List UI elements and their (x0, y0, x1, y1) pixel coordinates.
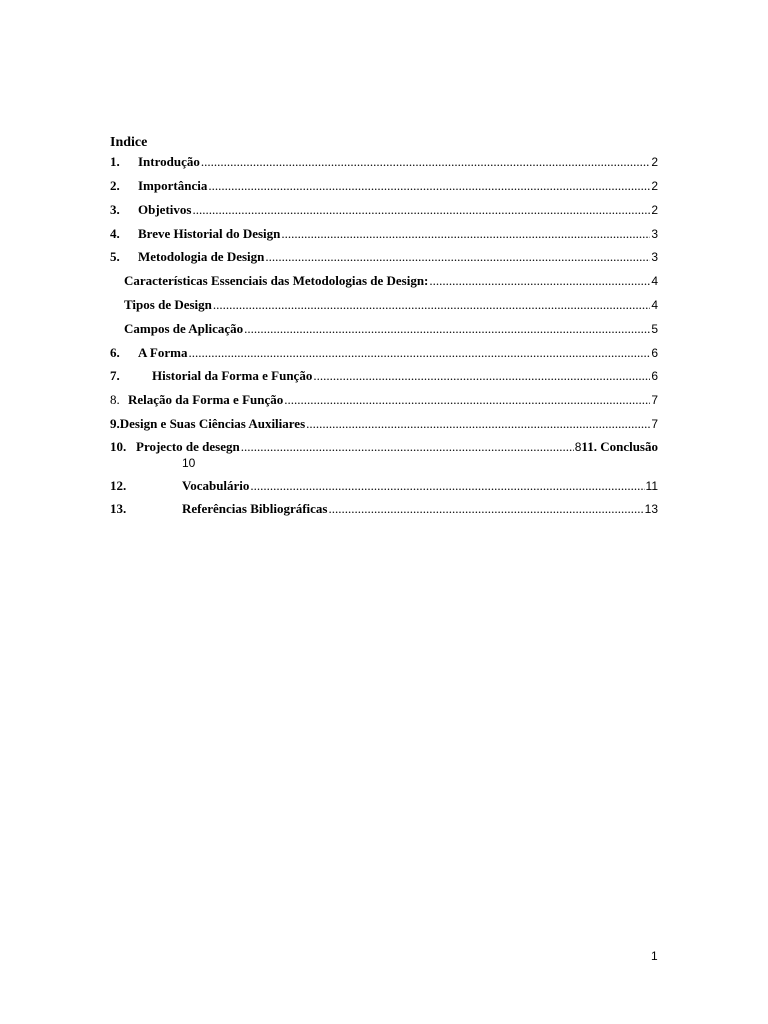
toc-entry[interactable] (110, 202, 658, 218)
toc-entry[interactable] (110, 368, 658, 384)
dot-leader (250, 478, 644, 494)
dot-leader (188, 345, 650, 361)
page-number: 1 (651, 949, 658, 963)
toc-entry-number: 7. (110, 368, 120, 383)
toc-entry-label: Características Essenciais das Metodologias de Design: (124, 273, 429, 288)
toc-entry-page: 2 (651, 179, 658, 193)
toc-entry-number: 5. (110, 249, 120, 264)
toc-entry-label: Importância (138, 178, 208, 193)
dot-leader (329, 501, 644, 517)
toc-entry-number: 2. (110, 178, 120, 193)
dot-leader (313, 368, 650, 384)
toc-entry[interactable] (110, 392, 658, 408)
dot-leader (281, 226, 650, 242)
toc-entry-number: 3. (110, 202, 120, 217)
toc-subentry[interactable] (124, 297, 658, 313)
toc-entry[interactable] (110, 226, 658, 242)
toc-entry-number: 1. (110, 154, 120, 169)
toc-entry-label: Objetivos (138, 202, 192, 217)
toc-entry-number: 9. (110, 416, 120, 431)
toc-entry-label: Relação da Forma e Função (128, 392, 284, 407)
toc-entry-page: 3 (651, 250, 658, 264)
toc-entry-number: 12. (110, 478, 127, 493)
dot-leader (429, 273, 650, 289)
toc-entry[interactable] (110, 345, 658, 361)
toc-entry-label: Introdução (138, 154, 200, 169)
toc-wrapped-page: 10 (182, 456, 196, 470)
toc-entry-page: 4 (651, 298, 658, 312)
toc-entry-label: Projecto de desegn (136, 439, 240, 454)
dot-leader (192, 202, 650, 218)
toc-entry-page: 6 (651, 369, 658, 383)
toc-entry[interactable] (110, 416, 658, 432)
toc-entry-page: 7 (651, 393, 658, 407)
toc-entry-label: Breve Historial do Design (138, 226, 281, 241)
dot-leader (244, 321, 650, 337)
toc-entry-page: 8 (574, 440, 582, 454)
toc-entry-label: Campos de Aplicação (124, 321, 244, 336)
toc-entry[interactable] (110, 178, 658, 194)
dot-leader (201, 154, 650, 170)
toc-entry-label: A Forma (138, 345, 188, 360)
toc-entry-page: 4 (651, 274, 658, 288)
toc-entry-page: 2 (651, 203, 658, 217)
toc-entry[interactable] (110, 249, 658, 265)
toc-entry-page: 2 (651, 155, 658, 169)
toc-entry-label: Design e Suas Ciências Auxiliares (119, 416, 306, 431)
toc-entry-tail: 11. Conclusão (581, 439, 658, 454)
toc-entry-number: 8. (110, 392, 120, 407)
toc-entry-page: 11 (645, 479, 658, 493)
toc-entry-label: Metodologia de Design (138, 249, 265, 264)
toc-entry-page: 6 (651, 346, 658, 360)
toc-entry-page: 13 (644, 502, 658, 516)
toc-entry-number: 13. (110, 501, 127, 516)
toc-entry[interactable] (110, 501, 658, 517)
dot-leader (208, 178, 650, 194)
toc-entry-page: 5 (651, 322, 658, 336)
dot-leader (213, 297, 650, 313)
toc-entry-number: 10. (110, 439, 127, 454)
toc-entry-number: 4. (110, 226, 120, 241)
toc-entry-page: 7 (651, 417, 658, 431)
toc-entry-number: 6. (110, 345, 120, 360)
toc-entry-page: 3 (651, 227, 658, 241)
toc-subentry[interactable] (124, 273, 658, 289)
dot-leader (241, 439, 574, 455)
dot-leader (284, 392, 650, 408)
dot-leader (306, 416, 650, 432)
toc-entry[interactable] (110, 439, 658, 455)
toc-entry-label: Vocabulário (182, 478, 250, 493)
toc-entry[interactable] (110, 478, 658, 494)
toc-entry-label: Tipos de Design (124, 297, 212, 312)
toc-entry[interactable] (110, 154, 658, 170)
dot-leader (265, 249, 650, 265)
toc-title: Indice (110, 135, 148, 150)
toc-entry-label: Historial da Forma e Função (152, 368, 313, 383)
toc-entry-label: Referências Bibliográficas (182, 501, 328, 516)
toc-subentry[interactable] (124, 321, 658, 337)
